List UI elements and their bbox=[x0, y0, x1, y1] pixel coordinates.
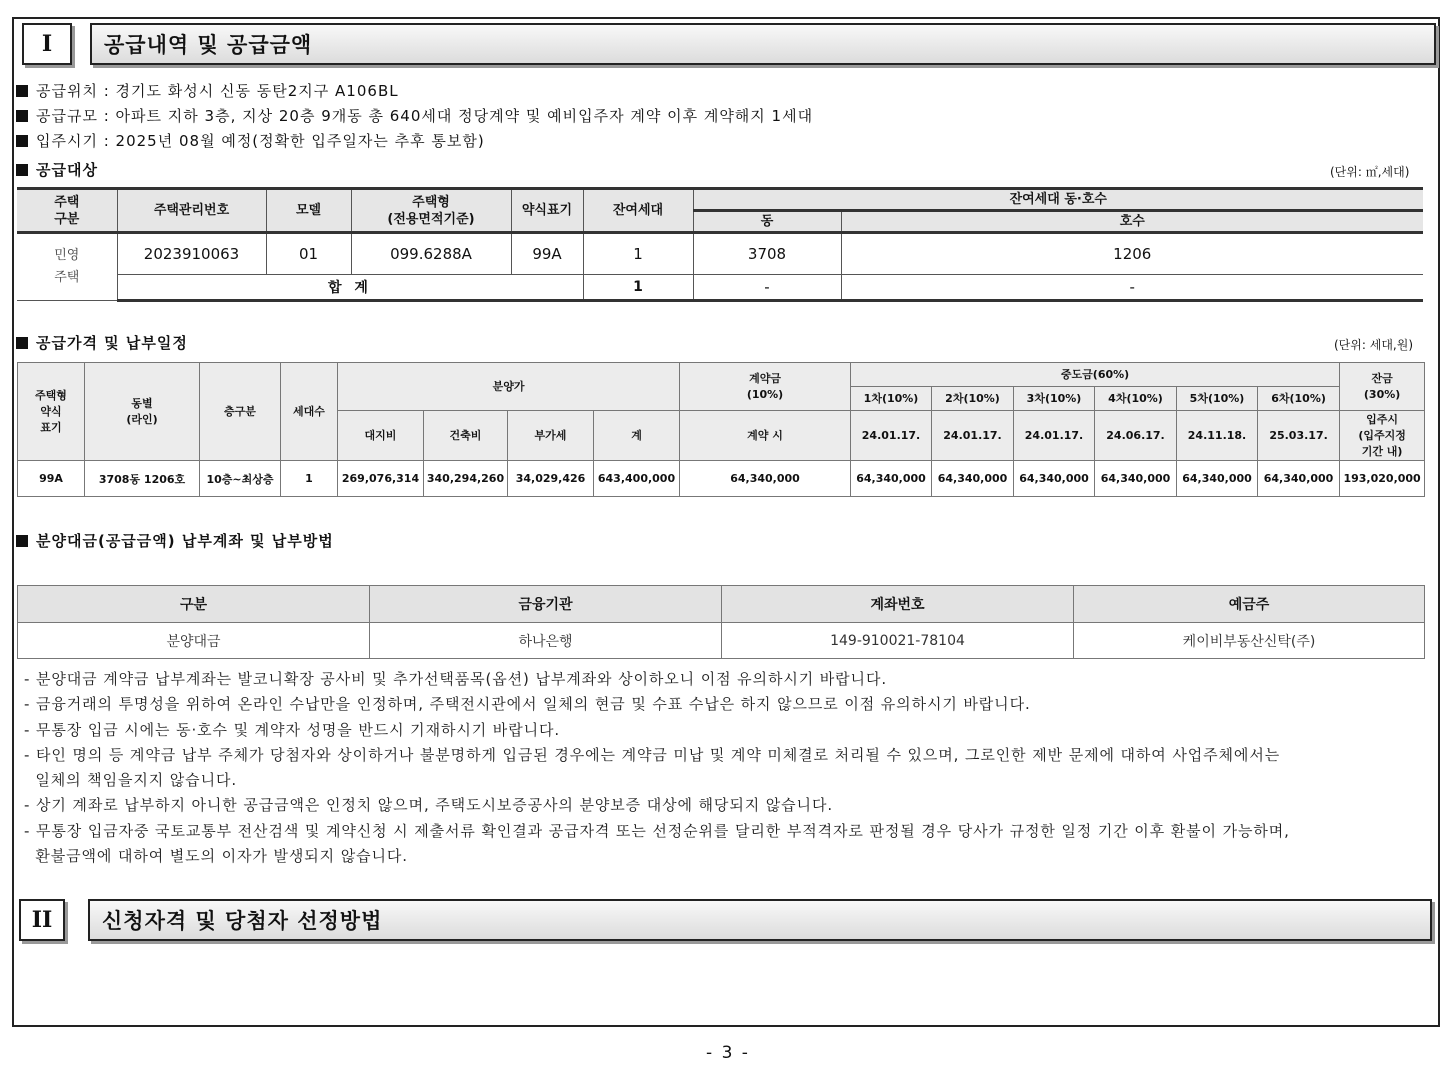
note-item: - 무통장 입금자중 국토교통부 전산검색 및 계약신청 시 제출서류 확인결과 공급자격 또는 선정순위를 달리한 부적격자로 판정될 경우 당사가 규정한 일정 기간 이후 환불이 가능하며, bbox=[24, 822, 1290, 840]
bullet-scale: 공급규모 : 아파트 지하 3층, 지상 20층 9개동 총 640세대 정당계약 및 예비입주자 계약 이후 계약해지 1세대 bbox=[16, 105, 813, 126]
cell-abbr: 99A bbox=[511, 233, 583, 275]
cell-building: 340,294,260 bbox=[424, 461, 508, 497]
cell-total-remaining: 1 bbox=[583, 275, 693, 301]
col-middle-6: 6차(10%) bbox=[1258, 387, 1340, 411]
heading-supply-target: 공급대상 bbox=[16, 159, 98, 180]
cell-holder: 케이비부동산신탁(주) bbox=[1074, 623, 1425, 659]
bullet-move-in: 입주시기 : 2025년 08월 예정(정확한 입주일자는 추후 통보함) bbox=[16, 130, 485, 151]
cell-type-abbr: 99A bbox=[18, 461, 85, 497]
col-date-2: 24.01.17. bbox=[932, 411, 1014, 461]
col-date-6: 25.03.17. bbox=[1258, 411, 1340, 461]
cell-total-dong: - bbox=[693, 275, 841, 301]
cell-middle-1: 64,340,000 bbox=[851, 461, 932, 497]
col-sum: 계 bbox=[594, 411, 680, 461]
cell-dong: 3708 bbox=[693, 233, 841, 275]
cell-balance: 193,020,000 bbox=[1340, 461, 1425, 497]
section-title: 공급내역 및 공급금액 bbox=[90, 23, 1436, 65]
cell-floor: 10층~최상층 bbox=[200, 461, 281, 497]
square-bullet-icon bbox=[16, 535, 28, 547]
square-bullet-icon bbox=[16, 337, 28, 349]
col-category: 구분 bbox=[18, 586, 370, 623]
cell-middle-2: 64,340,000 bbox=[932, 461, 1014, 497]
cell-remaining: 1 bbox=[583, 233, 693, 275]
note-item: - 무통장 입금 시에는 동·호수 및 계약자 성명을 반드시 기재하시기 바랍니다. bbox=[24, 721, 561, 739]
col-middle-3: 3차(10%) bbox=[1014, 387, 1095, 411]
col-model: 모델 bbox=[266, 189, 351, 233]
cell-middle-4: 64,340,000 bbox=[1095, 461, 1177, 497]
cell-house-type: 099.6288A bbox=[351, 233, 511, 275]
col-units: 세대수 bbox=[281, 363, 338, 461]
col-account-no: 계좌번호 bbox=[722, 586, 1074, 623]
col-middle-2: 2차(10%) bbox=[932, 387, 1014, 411]
col-date-3: 24.01.17. bbox=[1014, 411, 1095, 461]
square-bullet-icon bbox=[16, 110, 28, 122]
cell-category: 분양대금 bbox=[18, 623, 370, 659]
cell-total-label: 합 계 bbox=[117, 275, 583, 301]
col-mgmt-no: 주택관리번호 bbox=[117, 189, 266, 233]
payment-account-table bbox=[17, 585, 1425, 659]
col-building: 건축비 bbox=[424, 411, 508, 461]
col-dong: 동 bbox=[693, 211, 841, 233]
col-middle: 중도금(60%) bbox=[851, 363, 1340, 387]
section-header-2 bbox=[19, 899, 65, 941]
note-item: - 상기 계좌로 납부하지 아니한 공급금액은 인정치 않으며, 주택도시보증공사의 분양보증 대상에 해당되지 않습니다. bbox=[24, 796, 833, 814]
section-header-1 bbox=[22, 23, 72, 65]
cell-bank: 하나은행 bbox=[370, 623, 722, 659]
cell-dong-line: 3708동 1206호 bbox=[85, 461, 200, 497]
unit-label: (단위: ㎡,세대) bbox=[1330, 165, 1410, 179]
cell-ho: 1206 bbox=[841, 233, 1423, 275]
cell-account-no: 149-910021-78104 bbox=[722, 623, 1074, 659]
section-title: 신청자격 및 당첨자 선정방법 bbox=[88, 899, 1432, 941]
col-sale-price: 분양가 bbox=[338, 363, 680, 411]
col-bank: 금융기관 bbox=[370, 586, 722, 623]
cell-mgmt-no: 2023910063 bbox=[117, 233, 266, 275]
cell-middle-3: 64,340,000 bbox=[1014, 461, 1095, 497]
cell-model: 01 bbox=[266, 233, 351, 275]
note-item: - 분양대금 계약금 납부계좌는 발코니확장 공사비 및 추가선택품목(옵션) 납부계좌와 상이하오니 이점 유의하시기 바랍니다. bbox=[24, 670, 888, 688]
heading-price-schedule: 공급가격 및 납부일정 bbox=[16, 332, 188, 353]
col-house-type: 주택형 (전용면적기준) bbox=[351, 189, 511, 233]
col-type-abbr: 주택형 약식 표기 bbox=[18, 363, 85, 461]
col-middle-4: 4차(10%) bbox=[1095, 387, 1177, 411]
col-dong-line: 동별 (라인) bbox=[85, 363, 200, 461]
col-ho: 호수 bbox=[841, 211, 1423, 233]
note-item: - 타인 명의 등 계약금 납부 주체가 당첨자와 상이하거나 불분명하게 입금된 경우에는 계약금 미납 및 계약 미체결로 처리될 수 있으며, 그로인한 제반 문제에 대하여 사업주체에서는 bbox=[24, 746, 1281, 764]
section-number: II bbox=[19, 899, 65, 941]
cell-type: 민영 주택 bbox=[17, 233, 117, 301]
page-frame bbox=[12, 17, 1440, 1027]
cell-vat: 34,029,426 bbox=[508, 461, 594, 497]
col-land: 대지비 bbox=[338, 411, 424, 461]
price-schedule-table bbox=[17, 362, 1425, 497]
col-date-1: 24.01.17. bbox=[851, 411, 932, 461]
col-balance: 잔금 (30%) bbox=[1340, 363, 1425, 411]
note-item: 일체의 책임을지지 않습니다. bbox=[24, 771, 238, 789]
cell-middle-5: 64,340,000 bbox=[1177, 461, 1258, 497]
col-date-4: 24.06.17. bbox=[1095, 411, 1177, 461]
col-vat: 부가세 bbox=[508, 411, 594, 461]
page-number: - 3 - bbox=[706, 1043, 750, 1063]
col-floor: 층구분 bbox=[200, 363, 281, 461]
supply-target-table bbox=[17, 187, 1423, 302]
section-number: I bbox=[22, 23, 72, 65]
cell-sum: 643,400,000 bbox=[594, 461, 680, 497]
cell-deposit: 64,340,000 bbox=[680, 461, 851, 497]
cell-total-ho: - bbox=[841, 275, 1423, 301]
col-date-5: 24.11.18. bbox=[1177, 411, 1258, 461]
square-bullet-icon bbox=[16, 135, 28, 147]
col-middle-5: 5차(10%) bbox=[1177, 387, 1258, 411]
col-balance-when: 입주시 (입주지정 기간 내) bbox=[1340, 411, 1425, 461]
col-house-type-div: 주택 구분 bbox=[17, 189, 117, 233]
col-holder: 예금주 bbox=[1074, 586, 1425, 623]
square-bullet-icon bbox=[16, 85, 28, 97]
cell-middle-6: 64,340,000 bbox=[1258, 461, 1340, 497]
col-remaining: 잔여세대 bbox=[583, 189, 693, 233]
heading-payment-account: 분양대금(공급금액) 납부계좌 및 납부방법 bbox=[16, 530, 334, 551]
cell-land: 269,076,314 bbox=[338, 461, 424, 497]
col-remaining-unit: 잔여세대 동·호수 bbox=[693, 189, 1423, 211]
col-middle-1: 1차(10%) bbox=[851, 387, 932, 411]
note-item: 환불금액에 대하여 별도의 이자가 발생되지 않습니다. bbox=[24, 847, 408, 865]
col-deposit: 계약금 (10%) bbox=[680, 363, 851, 411]
cell-units: 1 bbox=[281, 461, 338, 497]
square-bullet-icon bbox=[16, 164, 28, 176]
col-abbr: 약식표기 bbox=[511, 189, 583, 233]
col-deposit-when: 계약 시 bbox=[680, 411, 851, 461]
note-item: - 금융거래의 투명성을 위하여 온라인 수납만을 인정하며, 주택전시관에서 일체의 현금 및 수표 수납은 하지 않으므로 이점 유의하시기 바랍니다. bbox=[24, 695, 1031, 713]
bullet-location: 공급위치 : 경기도 화성시 신동 동탄2지구 A106BL bbox=[16, 80, 399, 101]
unit-label-2: (단위: 세대,원) bbox=[1334, 338, 1413, 352]
